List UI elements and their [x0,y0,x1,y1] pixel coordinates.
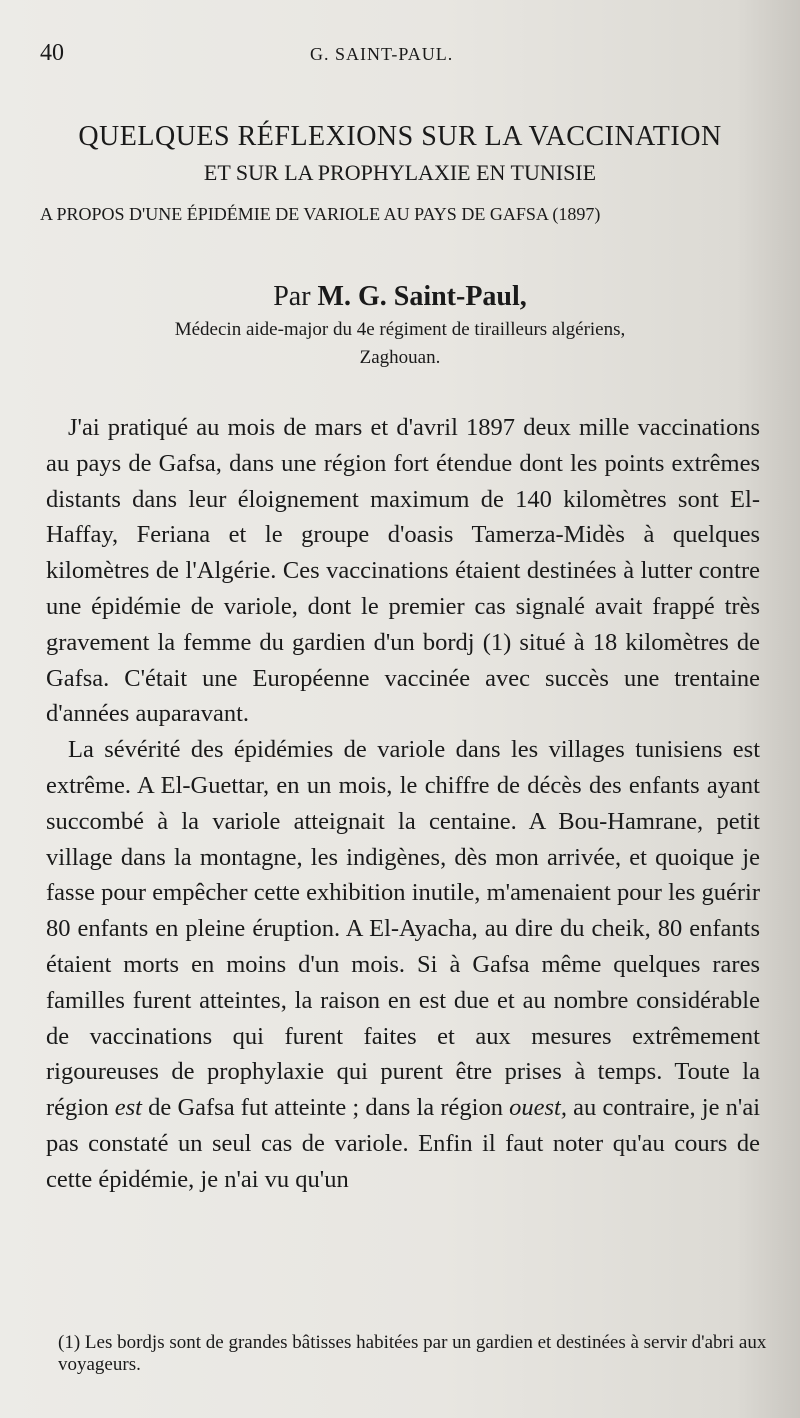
author-block [40,280,760,370]
page-header [40,40,760,70]
footnote: (1) Les bordjs sont de grandes bâtisses habitées par un gardien et destinées à servir d'abri aux voyageurs. [58,1332,767,1375]
paragraph-1: J'ai pratiqué au mois de mars et d'avril 1897 deux mille vaccinations au pays de Gafsa, dans une région fort étendue dont les points extrêmes distants dans leur éloignement maximum de 140 kilomètres sont El-Haffay, Feriana et le groupe d'oasis Tamerza-Midès à quelques kilomètres de l'Algérie. Ces vaccinations étaient destinées à lutter contre une épidémie de variole, dont le premier cas signalé avait frappé très gravement la femme du gardien d'un bordj (1) situé à 18 kilomètres de Gafsa. C'était une Européenne vaccinée avec succès une trentaine d'années auparavant. [46,414,760,728]
running-head: G. SAINT-PAUL. [310,44,454,64]
paragraph-2-part-b: de Gafsa fut atteinte ; dans la région [141,1094,510,1122]
page-number: 40 [40,40,64,66]
author-name: M. G. Saint-Paul, [317,281,527,312]
paragraph-2 [46,732,760,1197]
article-title [40,120,760,228]
paragraph-2-part-c: au contraire, je n'ai pas constaté un seul cas de variole. Enfin il faut noter qu'au cours de cette épidémie, je n'ai vu qu'un [46,1094,760,1193]
emphasis-ouest: ouest, [509,1094,567,1122]
title-line-3: A PROPOS D'UNE ÉPIDÉMIE DE VARIOLE AU PAYS DE GAFSA (1897) [40,204,601,224]
author-affiliation-2: Zaghouan. [359,347,441,368]
title-line-1: QUELQUES RÉFLEXIONS SUR LA VACCINATION [78,121,722,152]
author-affiliation-1: Médecin aide-major du 4e régiment de tirailleurs algériens, [174,319,626,340]
article-body [46,410,760,1198]
emphasis-est: est [114,1094,142,1122]
title-line-2: ET SUR LA PROPHYLAXIE EN TUNISIE [203,160,597,185]
byline-prefix: Par [273,281,318,312]
paragraph-2-part-a: La sévérité des épidémies de variole dans les villages tunisiens est extrême. A El-Guettar, en un mois, le chiffre de décès des enfants ayant succombé à la variole atteignait la centaine. A Bou-Hamrane, petit village dans la montagne, les indigènes, dès mon arrivée, et quoique je fasse pour empêcher cette exhibition inutile, m'amenaient pour les guérir 80 enfants en pleine éruption. A El-Ayacha, au dire du cheik, 80 enfants étaient morts en moins d'un mois. Si à Gafsa même quelques rares familles furent atteintes, la raison en est due et au nombre considérable de vaccinations qui furent faites et aux mesures extrêmement rigoureuses de prophylaxie qui purent être prises à temps. Toute la région [46,736,760,1122]
author-byline [40,280,760,314]
